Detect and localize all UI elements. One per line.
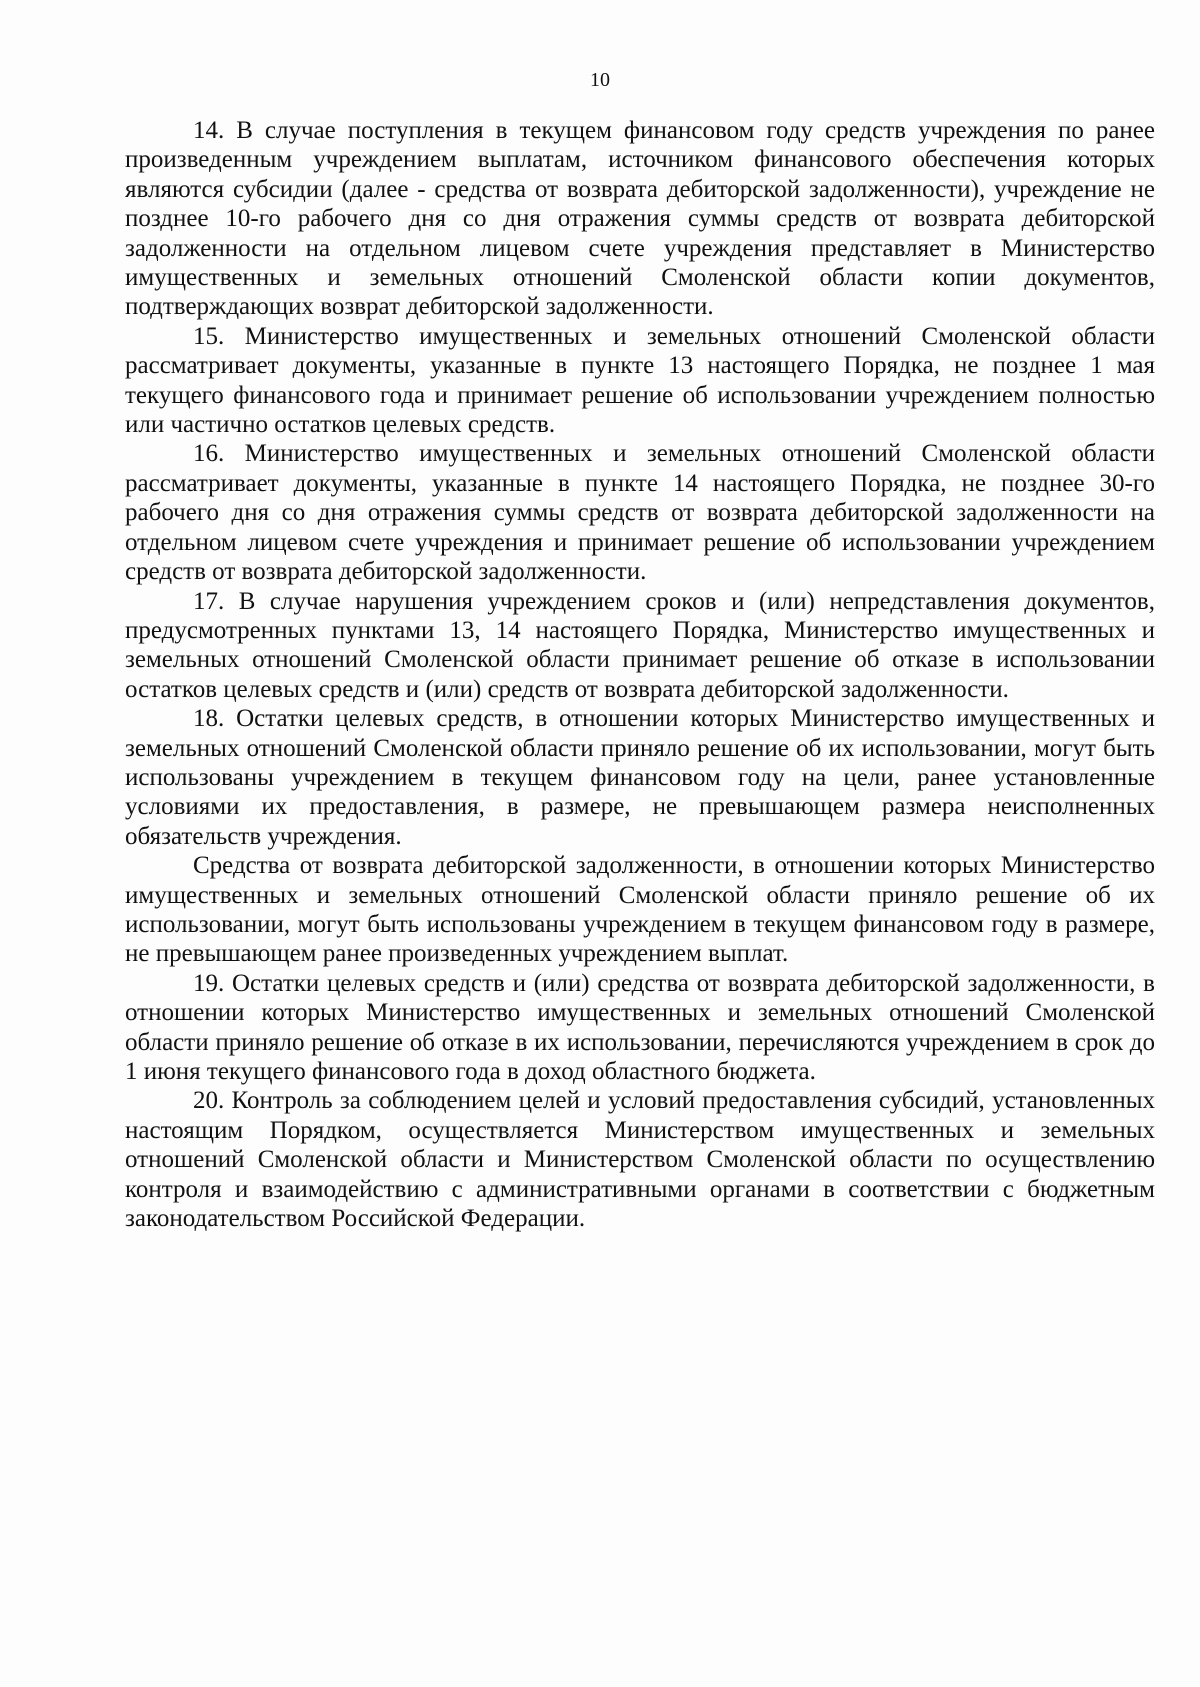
paragraph-16: 16. Министерство имущественных и земельных отношений Смоленской области рассматривает документы, указанные в пункте 14 настоящего Порядка, не позднее 30-го рабочего дня со дня отражения суммы средств от возврата дебиторской задолженности на отдельном лицевом счете учреждения и принимает решение об использовании учреждением средств от возврата дебиторской задолженности. — [125, 440, 1155, 586]
paragraph-19: 19. Остатки целевых средств и (или) средства от возврата дебиторской задолженности, в отношении которых Министерство имущественных и земельных отношений Смоленской области приняло решение об отказе в их использовании, перечисляются учреждением в срок до 1 июня текущего финансового года в доход областного бюджета. — [125, 969, 1155, 1085]
page-number: 10 — [590, 69, 610, 91]
paragraph-15: 15. Министерство имущественных и земельных отношений Смоленской области рассматривает документы, указанные в пункте 13 настоящего Порядка, не позднее 1 мая текущего финансового года и принимает решение об использовании учреждением полностью или частично остатков целевых средств. — [125, 322, 1155, 439]
paragraph-14: 14. В случае поступления в текущем финансовом году средств учреждения по ранее произведенным учреждением выплатам, источником финансового обеспечения которых являются субсидии (далее - средства от возврата дебиторской задолженности), учреждение не позднее 10-го рабочего дня со дня отражения суммы средств от возврата дебиторской задолженности на отдельном лицевом счете учреждения представляет в Министерство имущественных и земельных отношений Смоленской области копии документов, подтверждающих возврат дебиторской задолженности. — [125, 117, 1155, 321]
paragraph-20: 20. Контроль за соблюдением целей и условий предоставления субсидий, установленных настоящим Порядком, осуществляется Министерством имущественных и земельных отношений Смоленской области и Министерством Смоленской области по осуществлению контроля и взаимодействию с административными органами в соответствии с бюджетным законодательством Российской Федерации. — [125, 1087, 1155, 1233]
paragraph-17: 17. В случае нарушения учреждением сроков и (или) непредставления документов, предусмотренных пунктами 13, 14 настоящего Порядка, Министерство имущественных и земельных отношений Смоленской области принимает решение об отказе в использовании остатков целевых средств и (или) средств от возврата дебиторской задолженности. — [125, 587, 1155, 703]
document-body — [125, 116, 1155, 1233]
paragraph-18: 18. Остатки целевых средств, в отношении которых Министерство имущественных и земельных отношений Смоленской области приняло решение об их использовании, могут быть использованы учреждением в текущем финансовом году на цели, ранее установленные условиями их предоставления, в размере, не превышающем размера неисполненных обязательств учреждения. — [125, 705, 1155, 850]
paragraph-18-continuation: Средства от возврата дебиторской задолженности, в отношении которых Министерство имущественных и земельных отношений Смоленской области приняло решение об их использовании, могут быть использованы учреждением в текущем финансовом году в размере, не превышающем ранее произведенных учреждением выплат. — [125, 852, 1155, 968]
